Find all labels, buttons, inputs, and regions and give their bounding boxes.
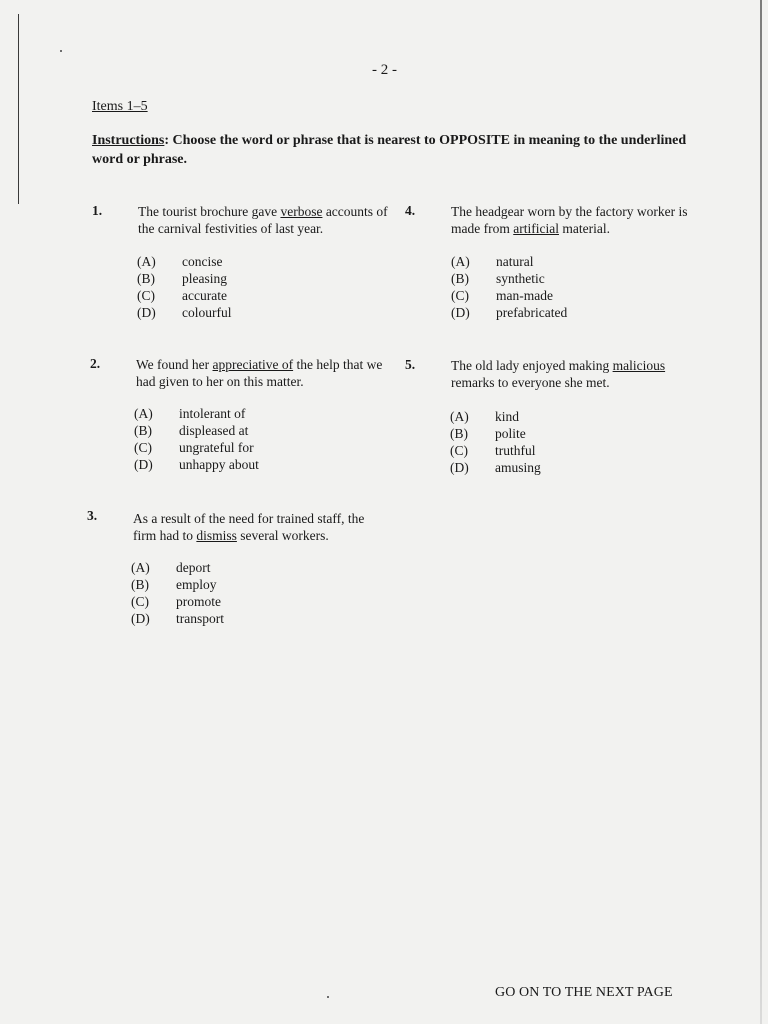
question-5-number: 5. (405, 357, 416, 372)
question-2-number: 2. (90, 356, 101, 371)
option-letter: (C) (451, 288, 469, 303)
option-letter: (B) (131, 577, 149, 592)
option-text: displeased at (179, 423, 249, 438)
instructions-emphasis: OPPOSITE (439, 133, 510, 148)
option-letter: (A) (451, 254, 470, 269)
next-page-footer: GO ON TO THE NEXT PAGE (495, 985, 673, 1000)
option-letter: (C) (450, 443, 468, 458)
question-2-stem (136, 356, 386, 390)
underlined-word: dismiss (196, 528, 237, 543)
question-3-options (131, 559, 224, 627)
instructions-text-before: : Choose the word or phrase that is nearest to (164, 133, 440, 148)
option[interactable] (451, 270, 567, 287)
option[interactable] (134, 405, 259, 422)
option-text: intolerant of (179, 406, 246, 421)
option[interactable] (450, 459, 541, 476)
option-text: synthetic (496, 271, 545, 286)
option-letter: (C) (134, 440, 152, 455)
question-3-stem (133, 510, 385, 544)
option[interactable] (451, 253, 567, 270)
option[interactable] (131, 559, 224, 576)
option-text: truthful (495, 443, 536, 458)
option-text: employ (176, 577, 217, 592)
scan-edge-shadow (760, 0, 762, 1024)
option-letter: (B) (450, 426, 468, 441)
option[interactable] (451, 304, 567, 321)
option-letter: (D) (134, 457, 153, 472)
option[interactable] (134, 456, 259, 473)
option-text: pleasing (182, 271, 227, 286)
stem-text: The tourist brochure gave (138, 204, 281, 219)
option-letter: (B) (137, 271, 155, 286)
stem-text: the help that we had given to her on this matter. (136, 357, 383, 389)
stem-text: The headgear worn by the factory worker is made from (451, 204, 688, 236)
scan-edge-line (18, 14, 19, 204)
option[interactable] (137, 270, 232, 287)
option-text: accurate (182, 288, 227, 303)
option[interactable] (450, 425, 541, 442)
option-letter: (D) (450, 460, 469, 475)
option-text: kind (495, 409, 520, 424)
option-letter: (A) (137, 254, 156, 269)
option-text: concise (182, 254, 223, 269)
option-text: natural (496, 254, 534, 269)
stem-text: The old lady enjoyed making (451, 358, 613, 373)
question-2-options (134, 405, 259, 473)
option-text: deport (176, 560, 211, 575)
underlined-word: malicious (612, 358, 666, 373)
option-text: ungrateful for (179, 440, 254, 455)
scan-speck (327, 996, 329, 998)
stem-text: material. (558, 221, 610, 236)
question-5-stem (451, 357, 701, 391)
option-letter: (A) (450, 409, 469, 424)
scan-speck (60, 50, 62, 52)
stem-text: We found her (136, 357, 213, 372)
instructions-label: Instructions (92, 133, 165, 148)
option-text: polite (495, 426, 526, 441)
question-3-number: 3. (87, 508, 98, 523)
option-letter: (D) (137, 305, 156, 320)
option[interactable] (134, 422, 259, 439)
option-text: colourful (182, 305, 232, 320)
option[interactable] (450, 408, 541, 425)
underlined-word: verbose (280, 204, 323, 219)
question-1-stem (138, 203, 388, 237)
option-letter: (A) (134, 406, 153, 421)
question-4-number: 4. (405, 203, 416, 218)
stem-text: several workers. (236, 528, 329, 543)
option[interactable] (131, 610, 224, 627)
question-1-options (137, 253, 232, 321)
option[interactable] (131, 593, 224, 610)
option[interactable] (450, 442, 541, 459)
stem-text: accounts of the carnival festivities of last year. (138, 204, 388, 236)
option-letter: (C) (137, 288, 155, 303)
option-letter: (A) (131, 560, 150, 575)
option-text: promote (176, 594, 221, 609)
underlined-word: appreciative of (212, 357, 294, 372)
page-number: - 2 - (372, 62, 397, 78)
instructions (92, 131, 702, 169)
option-text: unhappy about (179, 457, 259, 472)
option-letter: (B) (451, 271, 469, 286)
question-1-number: 1. (92, 203, 103, 218)
option[interactable] (451, 287, 567, 304)
option[interactable] (134, 439, 259, 456)
option[interactable] (131, 576, 224, 593)
option[interactable] (137, 253, 232, 270)
items-heading: Items 1–5 (92, 99, 148, 114)
option-text: amusing (495, 460, 541, 475)
option-text: man-made (496, 288, 553, 303)
stem-text: remarks to everyone she met. (451, 375, 610, 390)
option-letter: (C) (131, 594, 149, 609)
option-letter: (B) (134, 423, 152, 438)
option-letter: (D) (131, 611, 150, 626)
option-text: transport (176, 611, 224, 626)
question-4-stem (451, 203, 701, 237)
option-letter: (D) (451, 305, 470, 320)
stem-text: As a result of the need for trained staff, the firm had to (133, 511, 365, 543)
question-5-options (450, 408, 541, 476)
option[interactable] (137, 287, 232, 304)
option-text: prefabricated (496, 305, 568, 320)
question-4-options (451, 253, 567, 321)
instructions-text-after: in meaning to the underlined word or phrase. (92, 133, 687, 167)
underlined-word: artificial (513, 221, 559, 236)
option[interactable] (137, 304, 232, 321)
